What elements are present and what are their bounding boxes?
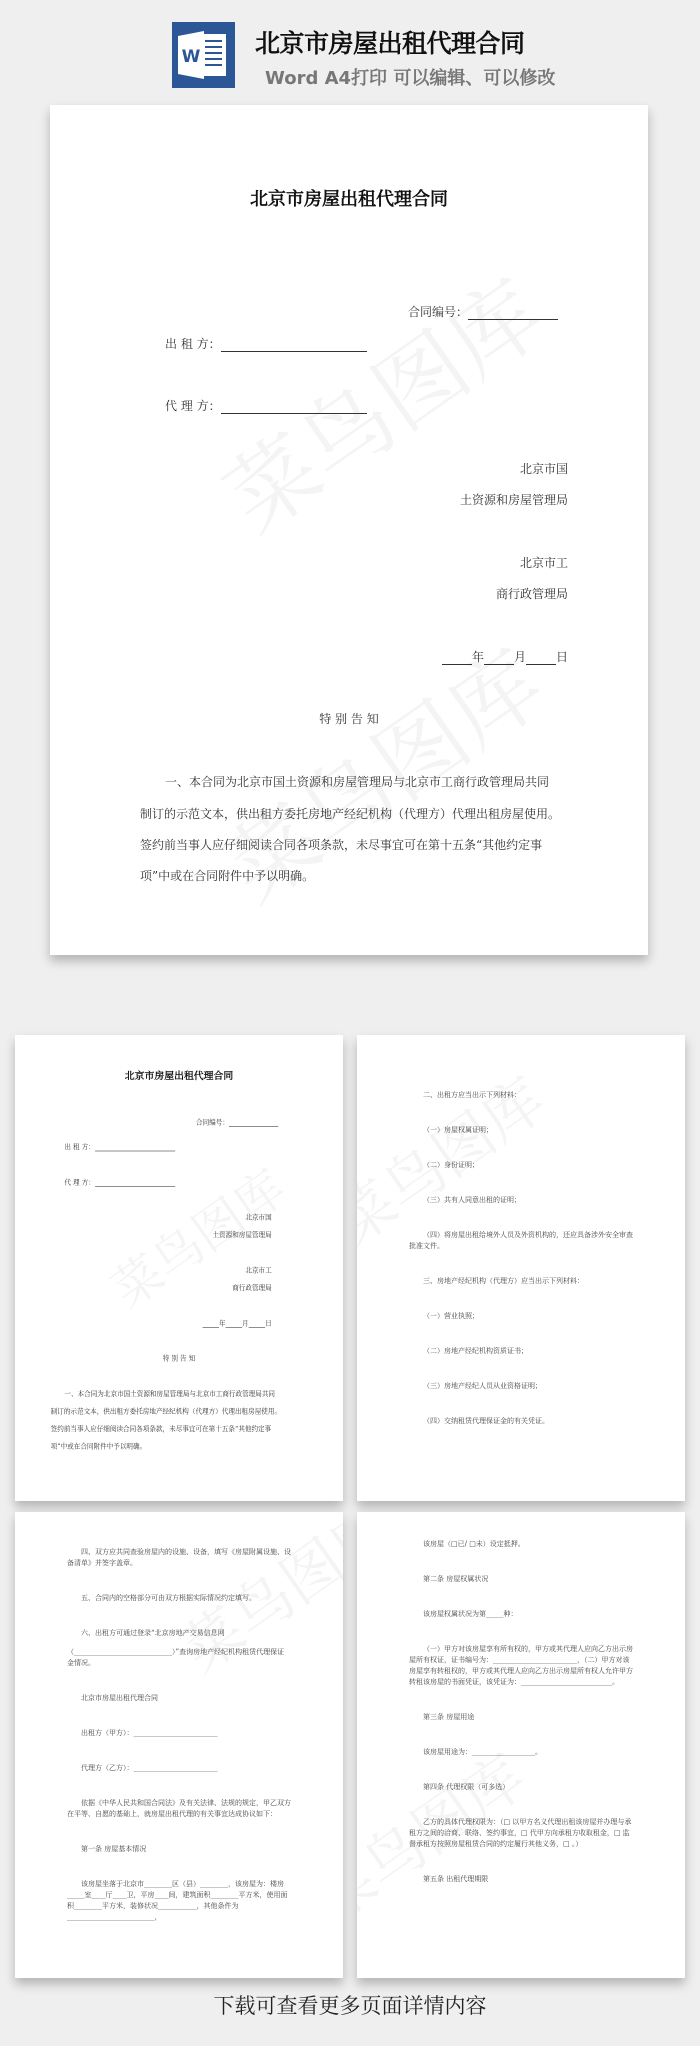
download-more-link[interactable]: 下载可查看更多页面详情内容 <box>213 1994 487 2018</box>
issuer-text: 北京市工 <box>519 556 568 570</box>
thumbnail-page-3[interactable] <box>15 1512 343 1978</box>
notice-line: 签约前当事人应仔细阅读合同各项条款，未尽事宜可在第十五条“其他约定事 <box>50 1424 272 1433</box>
notice-line: 一、本合同为北京市国土资源和房屋管理局与北京市工商行政管理局共同 <box>64 1389 275 1398</box>
contract-no-field: 合同编号： <box>196 1118 229 1127</box>
lessor-field: 出 租 方： <box>64 1143 95 1151</box>
notice-line: 签约前当事人应仔细阅读合同各项条款，未尽事宜可在第十五条“其他约定事 <box>140 838 543 852</box>
lessor-field: 出 租 方： <box>165 335 367 352</box>
notice-line: 项”中或在合同附件中予以明确。 <box>50 1442 147 1451</box>
svg-text:W: W <box>181 47 201 67</box>
notice-line: 制订的示范文本，供出租方委托房地产经纪机构（代理方）代理出租房屋使用。 <box>50 1407 282 1416</box>
issuer-text: 商行政管理局 <box>232 1284 272 1292</box>
issuer-text: 北京市国 <box>245 1213 272 1221</box>
header-title: 北京市房屋出租代理合同 <box>255 29 525 58</box>
issuer-text: 北京市国 <box>519 462 568 476</box>
agent-field: 代 理 方： <box>165 397 367 414</box>
page-text: 该房屋（□已/ □未）设定抵押。 第二条 房屋权属状况 该房屋权属状况为第_____种： （一）甲方对该房屋享有所有权的，甲方或其代理人应向乙方出示房屋所有权证，证书编号为：________________________，（二）甲方对该房屋享有转租权的，甲方或其代理人应向乙方出示房屋所有权人允许甲方转租该房屋的书面凭证，该凭证为：__________________________。 第三条 房屋用途 该房屋用途为：__________________。 第四条 代理权限（可多选） 乙方的具体代理权限为：（□ 以甲方名义代理出租该房屋并办理与承租方之间的洽商、联络、签约事宜，□ 代甲方向承租方收取租金，□ 监督承租方按照房屋租赁合同的约定履行其他义务，□ 。） 第五条 出租代理期限 <box>409 1540 633 1883</box>
notice-title: 特 别 告 知 <box>319 712 379 726</box>
word-icon <box>172 22 235 88</box>
thumbnail-page-1[interactable] <box>15 1035 343 1501</box>
page-text: 四、双方应共同查验房屋内的设施、设备，填写《房屋附属设施、设备清单》并签字盖章。 五、合同内的空格部分可由双方根据实际情况约定填写。 六、出租方可通过登录“北京房地产交易信息网 （____________________________）”查询房地产经纪机构租赁代理保证金情况。 北京市房屋出租代理合同 出租方（甲方）：________________________ 代理方（乙方）：________________________ 依据《中华人民共和国合同法》及有关法律、法规的规定，甲乙双方在平等、自愿的基础上，就房屋出租代理的有关事宜达成协议如下： 第一条 房屋基本情况 该房屋坐落于北京市________区（县）________，该房屋为：楼房_____室____厅____卫，平房____间，建筑面积________平方米，使用面积________平方米，装修状况___________，其他条件为_________________________， <box>67 1548 291 1921</box>
thumbnail-page-2[interactable] <box>357 1035 685 1501</box>
issuer-text: 商行政管理局 <box>495 587 568 601</box>
notice-title: 特 别 告 知 <box>162 1354 196 1362</box>
date-field: 年 月 日 <box>442 648 568 665</box>
issuer-text: 土资源和房屋管理局 <box>459 493 568 507</box>
document-page-1 <box>50 105 648 955</box>
page-text: 二、出租方应当出示下列材料： （一）房屋权属证明； （二）身份证明； （三）共有人同意出租的证明； （四）将房屋出租给境外人员及外资机构的，还应具备涉外安全审查批准文件。 三、房地产经纪机构（代理方）应当出示下列材料： （一）营业执照； （二）房地产经纪机构资质证书； （三）房地产经纪人员从业资格证明； （四）交纳租赁代理保证金的有关凭证。 <box>409 1091 633 1425</box>
notice-line: 制订的示范文本，供出租方委托房地产经纪机构（代理方）代理出租房屋使用。 <box>140 807 561 821</box>
issuer-text: 土资源和房屋管理局 <box>212 1230 272 1239</box>
header-subtitle: Word A4打印 可以编辑、可以修改 <box>265 68 556 89</box>
date-field: 年 月 日 <box>219 1319 272 1328</box>
notice-line: 项”中或在合同附件中予以明确。 <box>140 869 315 883</box>
notice-line: 一、本合同为北京市国土资源和房屋管理局与北京市工商行政管理局共同 <box>165 775 550 789</box>
agent-field: 代 理 方： <box>64 1178 95 1187</box>
page-title: 北京市房屋出租代理合同 <box>124 1070 234 1082</box>
contract-no-field: 合同编号： <box>408 303 558 320</box>
page-title: 北京市房屋出租代理合同 <box>250 189 448 210</box>
thumbnail-page-4[interactable] <box>357 1512 685 1978</box>
issuer-text: 北京市工 <box>245 1266 272 1275</box>
